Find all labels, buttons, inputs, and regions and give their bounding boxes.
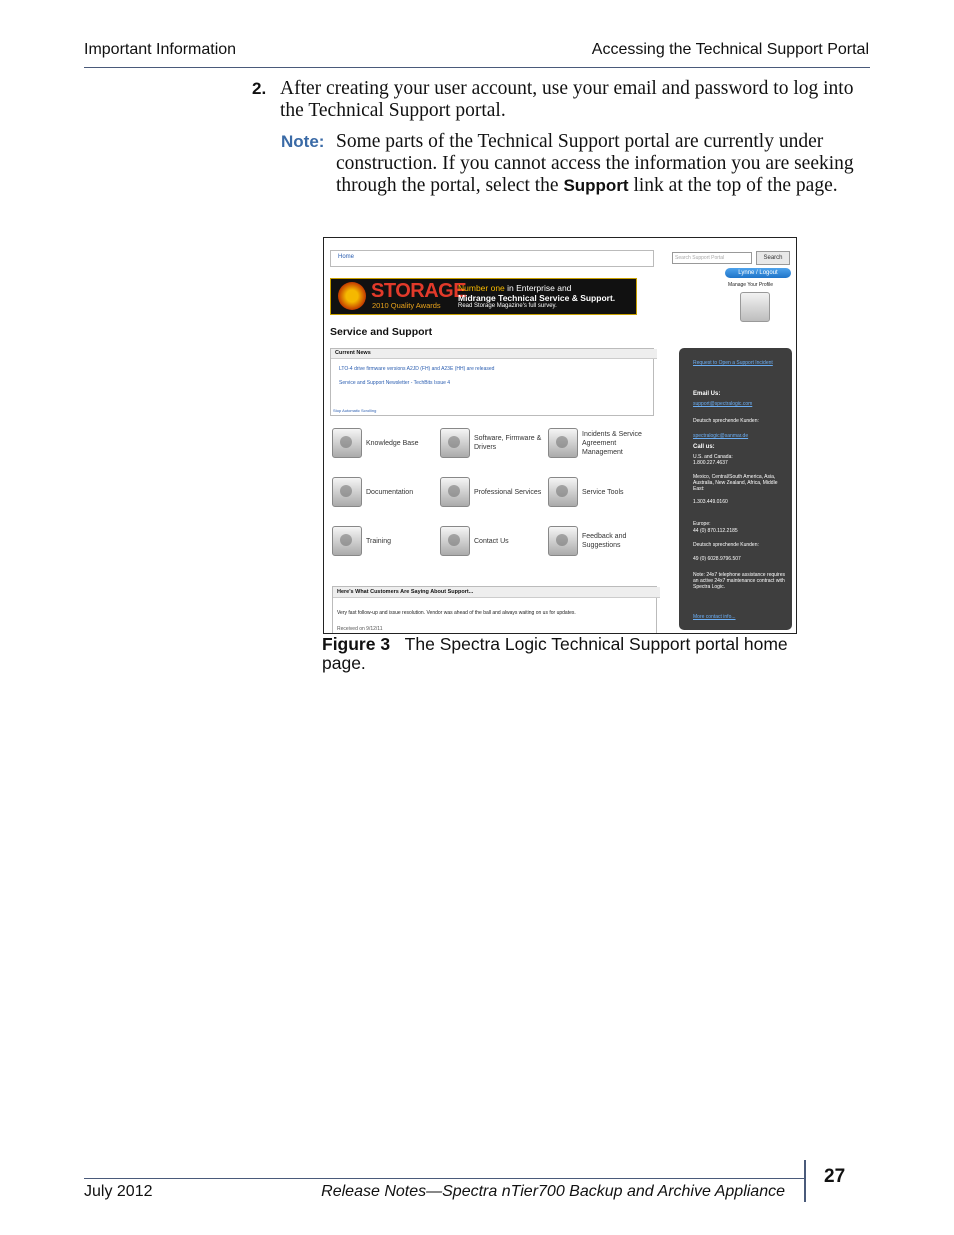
deutsch-email-link[interactable]: spectralogic@sanmar.de — [693, 433, 749, 439]
note-text-before: Some parts of the Technical Support portal are currently under construction. If you cannot access the information you are seeking through the portal, select the — [336, 131, 854, 196]
note-keyword: Support — [563, 176, 629, 195]
portal-service-title: Service and Support — [330, 326, 433, 338]
tile-training[interactable] — [332, 526, 440, 562]
professional-services-icon — [440, 477, 470, 507]
europe-phone: 44 (0) 870.112.2185 — [693, 528, 738, 534]
tile-label: Service Tools — [582, 488, 624, 496]
documentation-icon — [332, 477, 362, 507]
current-news-panel — [330, 348, 654, 416]
europe-label: Europe: — [693, 521, 711, 527]
intl-label: Mexico, Central/South America, Asia, Australia, New Zealand, Africa, Middle East: — [693, 474, 778, 492]
header-rule — [84, 67, 870, 68]
portal-search-button[interactable]: Search — [756, 251, 790, 265]
intl-phone: 1.303.449.0160 — [693, 499, 728, 505]
banner-storage-wordmark: STORAGE — [371, 280, 467, 302]
contact-icon — [440, 526, 470, 556]
software-icon — [440, 428, 470, 458]
portal-user-logout-button[interactable]: Lynne / Logout — [725, 268, 791, 278]
support-note: Note: 24x7 telephone assistance requires an active 24x7 maintenance contract with Spectra Logic. — [693, 572, 786, 590]
step-text: After creating your user account, use your email and password to log into the Technical Support portal. — [280, 78, 854, 121]
banner-line-2: Midrange Technical Service & Support. — [458, 293, 616, 303]
tile-label: Incidents & Service Agreement Management — [582, 430, 642, 456]
figure-caption — [322, 635, 792, 673]
portal-home-link[interactable]: Home — [338, 254, 355, 260]
service-tools-icon — [548, 477, 578, 507]
note-text-after: link at the top of the page. — [628, 175, 838, 196]
tile-label: Feedback and Suggestions — [582, 533, 627, 549]
tile-software-firmware-drivers[interactable] — [440, 428, 548, 464]
news-item-link[interactable]: LTO-4 drive firmware versions A2JD (FH) and A23E (HH) are released — [339, 366, 495, 372]
current-news-heading: Current News — [331, 349, 657, 359]
tile-label: Contact Us — [474, 537, 509, 545]
figure-caption-text: The Spectra Logic Technical Support portal home page. — [322, 634, 788, 673]
note-label: Note: — [281, 132, 325, 151]
incidents-icon — [548, 428, 578, 458]
banner-line-3: Read Storage Magazine's full survey. — [458, 303, 557, 309]
footer-rule — [84, 1178, 804, 1179]
more-contact-link[interactable]: More contact info... — [693, 614, 736, 620]
tile-documentation[interactable] — [332, 477, 440, 513]
portal-manage-profile-link[interactable]: Manage Your Profile — [728, 282, 774, 288]
footer-document-title: Release Notes—Spectra nTier700 Backup and Archive Appliance — [321, 1183, 785, 1200]
portal-screenshot-figure — [323, 237, 797, 634]
tile-label: Software, Firmware & Drivers — [474, 435, 542, 451]
banner-line-1-rest: in Enterprise and — [504, 283, 572, 293]
deutsch-label: Deutsch sprechende Kunden: — [693, 418, 759, 424]
support-email-link[interactable]: support@spectralogic.com — [693, 401, 753, 407]
tile-label: Documentation — [366, 488, 414, 496]
call-label: Call us: — [693, 444, 715, 450]
customer-feedback-heading: Here's What Customers Are Saying About Support... — [333, 587, 660, 598]
banner-line-1-highlight: Number one — [458, 283, 505, 293]
tile-label: Training — [366, 537, 392, 545]
tile-label: Professional Services — [474, 488, 542, 496]
portal-breadcrumb-bar — [330, 250, 654, 267]
deutsch-call-label: Deutsch sprechende Kunden: — [693, 542, 759, 548]
footer-date: July 2012 — [84, 1183, 153, 1200]
knowledge-base-icon — [332, 428, 362, 458]
tile-contact-us[interactable] — [440, 526, 548, 562]
footer-page-divider — [804, 1160, 806, 1202]
storage-awards-banner[interactable] — [330, 278, 637, 315]
tile-professional-services[interactable] — [440, 477, 548, 513]
profile-icon[interactable] — [740, 292, 770, 322]
news-item-link[interactable]: Service and Support Newsletter - TechBits Issue 4 — [339, 380, 451, 386]
tile-feedback[interactable] — [548, 526, 656, 562]
running-header-right: Accessing the Technical Support Portal — [591, 41, 869, 58]
tile-service-tools[interactable] — [548, 477, 656, 513]
deutsch-phone: 49 (0) 6028.9796.507 — [693, 556, 741, 562]
tile-incidents[interactable] — [548, 428, 656, 464]
request-incident-link[interactable]: Request to Open a Support Incident — [693, 360, 773, 366]
portal-search-input[interactable]: Search Support Portal — [672, 252, 752, 264]
step-number: 2. — [252, 79, 267, 98]
training-icon — [332, 526, 362, 556]
page-number: 27 — [824, 1166, 846, 1187]
feedback-icon — [548, 526, 578, 556]
award-seal-icon — [338, 282, 366, 310]
stop-scrolling-link[interactable]: Stop Automatic Scrolling — [333, 408, 377, 413]
banner-awards-text: 2010 Quality Awards — [372, 301, 441, 310]
figure-label: Figure 3 — [322, 634, 391, 654]
customer-feedback-panel — [332, 586, 657, 634]
us-canada-label: U.S. and Canada: — [693, 454, 733, 460]
banner-line-1 — [458, 283, 571, 293]
email-label: Email Us: — [693, 391, 721, 397]
tile-knowledge-base[interactable] — [332, 428, 440, 464]
customer-quote-date: Received on 9/12/11 — [337, 626, 383, 632]
contact-sidebar — [679, 348, 792, 630]
running-header-left: Important Information — [84, 41, 237, 58]
us-phone: 1.800.227.4637 — [693, 460, 728, 466]
tile-label: Knowledge Base — [366, 439, 419, 447]
note-body — [336, 131, 866, 197]
customer-quote: Very fast follow-up and issue resolution. Vendor was ahead of the ball and always waiting on us for updates. — [337, 610, 576, 616]
